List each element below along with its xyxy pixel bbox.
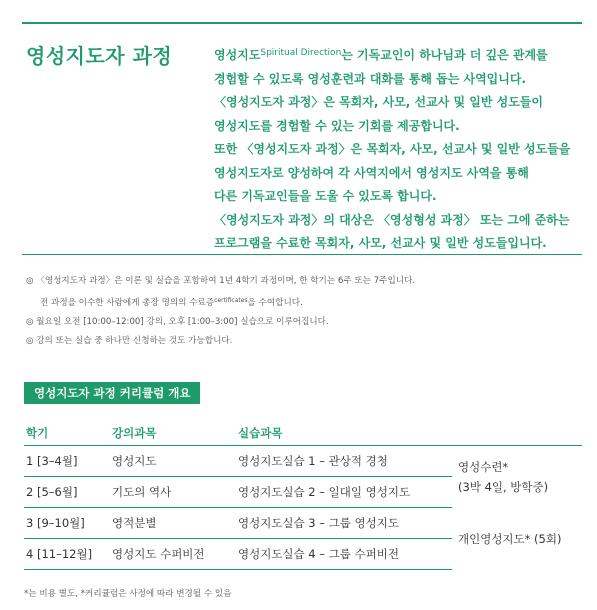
curriculum-table [24, 421, 582, 570]
retreat-detail: (3박 4일, 방학중) [458, 479, 549, 494]
practice-cell: 영성지도실습 1 – 관상적 경청 [236, 446, 452, 477]
term-cell: 2 [5–6월] [24, 477, 110, 508]
table-row [24, 446, 582, 477]
curriculum-section-title: 영성지도자 과정 커리큘럼 개요 [24, 382, 200, 404]
note-item: ◎ 〈영성지도자 과정〉은 이론 및 실습을 포함하여 1년 4학기 과정이며, 한 학기는 6주 또는 7주입니다. [26, 276, 416, 286]
lecture-cell: 영적분별 [110, 508, 236, 539]
table-row [24, 508, 582, 539]
note-superscript: certificates [214, 297, 248, 304]
note-text: 을 수여합니다. [247, 298, 303, 308]
description-text: 는 기독교인이 하나님과 더 깊은 관계를 [341, 48, 548, 62]
lecture-cell: 기도의 역사 [110, 477, 236, 508]
term-cell: 3 [9–10월] [24, 508, 110, 539]
description-line [214, 42, 584, 68]
header-practice: 실습과목 [236, 421, 452, 446]
practice-cell: 영성지도실습 4 – 그룹 수퍼비전 [236, 539, 452, 570]
personal-direction-label: 개인영성지도* (5회) [458, 531, 562, 546]
term-cell: 1 [3–4월] [24, 446, 110, 477]
program-description [214, 42, 584, 256]
description-text: 영성지도 [214, 48, 261, 62]
description-line: 영성지도자로 양성하여 각 사역지에서 영성지도 사역을 통해 [214, 165, 529, 180]
note-item-continuation [26, 291, 586, 313]
note-item: ◎ 월요일 오전 [10:00–12:00] 강의, 오후 [1:00–3:00] 실습으로 이루어집니다. [26, 317, 329, 327]
retreat-cell [452, 446, 582, 508]
header-extra [452, 421, 582, 446]
description-line: 또한 〈영성지도자 과정〉은 목회자, 사모, 선교사 및 일반 성도들을 [214, 142, 571, 156]
practice-cell: 영성지도실습 3 – 그룹 영성지도 [236, 508, 452, 539]
lecture-cell: 영성지도 수퍼비전 [110, 539, 236, 570]
section-divider [22, 254, 582, 255]
note-item: ◎ 강의 또는 실습 중 하나만 신청하는 것도 가능합니다. [26, 336, 233, 346]
footer-note: *는 비용 별도, *커리큘럼은 사정에 따라 변경될 수 있음 [24, 589, 232, 599]
table-header-row [24, 421, 582, 446]
top-divider [22, 22, 582, 24]
header-term: 학기 [24, 421, 110, 446]
description-line: 영성지도를 경험할 수 있는 기회를 제공합니다. [214, 118, 460, 133]
description-superscript: Spiritual Direction [260, 48, 342, 58]
header-lecture: 강의과목 [110, 421, 236, 446]
notes-list [26, 272, 586, 351]
page-title: 영성지도자 과정 [26, 44, 173, 68]
description-line: 〈영성지도자 과정〉의 대상은 〈영성형성 과정〉 또는 그에 준하는 [214, 212, 570, 227]
term-cell: 4 [11–12월] [24, 539, 110, 570]
lecture-cell: 영성지도 [110, 446, 236, 477]
personal-direction-cell [452, 508, 582, 570]
description-line: 프로그램을 수료한 목회자, 사모, 선교사 및 일반 성도들입니다. [214, 236, 547, 250]
note-text: 전 과정을 이수한 사람에게 총장 명의의 수료증 [40, 298, 215, 308]
practice-cell: 영성지도실습 2 – 일대일 영성지도 [236, 477, 452, 508]
description-line: 〈영성지도자 과정〉은 목회자, 사모, 선교사 및 일반 성도들이 [214, 95, 543, 109]
description-line: 다른 기독교인들을 도울 수 있도록 합니다. [214, 189, 437, 203]
retreat-label: 영성수련* [458, 459, 509, 474]
description-line: 경험할 수 있도록 영성훈련과 대화를 통해 돕는 사역입니다. [214, 71, 527, 86]
